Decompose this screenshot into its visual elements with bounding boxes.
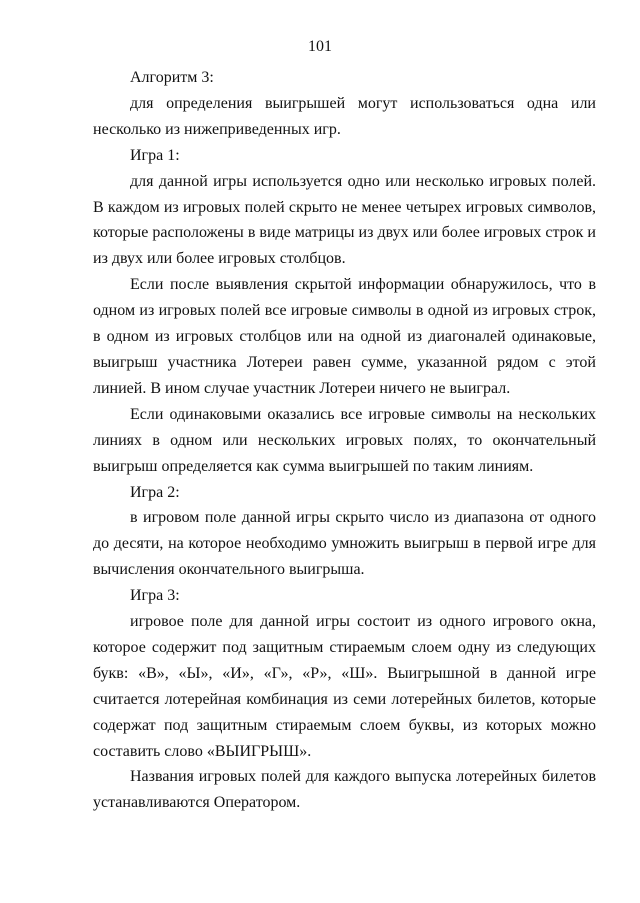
heading-game-1: Игра 1: xyxy=(130,146,180,164)
paragraph-game-1-description: для данной игры используется одно или несколько игровых полей. В каждом из игровых полей скрыто не менее четырех игровых символов, которые расположены в виде матрицы из двух или более игровых строк и из двух или более игровых столбцов. xyxy=(93,172,596,268)
page-number: 101 xyxy=(308,38,332,55)
paragraph-game-1-multiple-lines: Если одинаковыми оказались все игровые символы на нескольких линиях в одном или нескольких игровых полях, то окончательный выигрыш определяется как сумма выигрышей по таким линиям. xyxy=(93,405,596,475)
heading-game-3: Игра 3: xyxy=(130,587,180,605)
paragraph-field-names: Названия игровых полей для каждого выпуска лотерейных билетов устанавливаются Оператором. xyxy=(93,768,596,812)
paragraph-algorithm-intro: для определения выигрышей могут использоваться одна или несколько из нижеприведенных игр. xyxy=(93,94,596,138)
paragraph-game-2-description: в игровом поле данной игры скрыто число из диапазона от одного до десяти, на которое необходимо умножить выигрыш в первой игре для вычисления окончательного выигрыша. xyxy=(93,509,596,579)
heading-algorithm-3: Алгоритм 3: xyxy=(130,69,214,86)
document-body xyxy=(93,65,596,816)
paragraph-game-3-description: игровое поле для данной игры состоит из одного игрового окна, которое содержит под защитным стираемым слоем одну из следующих букв: «В», «Ы», «И», «Г», «Р», «Ш». Выигрышной в данной игре считается лотерейная комбинация из семи лотерейных билетов, которые содержат под защитным стираемым слоем буквы, из которых можно составить слово «ВЫИГРЫШ». xyxy=(93,613,596,760)
heading-game-2: Игра 2: xyxy=(130,483,180,501)
paragraph-game-1-win-rule: Если после выявления скрытой информации обнаружилось, что в одном из игровых полей все игровые символы в одной из игровых строк, в одном из игровых столбцов или на одной из диагоналей одинаковые, выигрыш участника Лотереи равен сумме, указанной рядом с этой линией. В ином случае участник Лотереи ничего не выиграл. xyxy=(93,276,596,397)
